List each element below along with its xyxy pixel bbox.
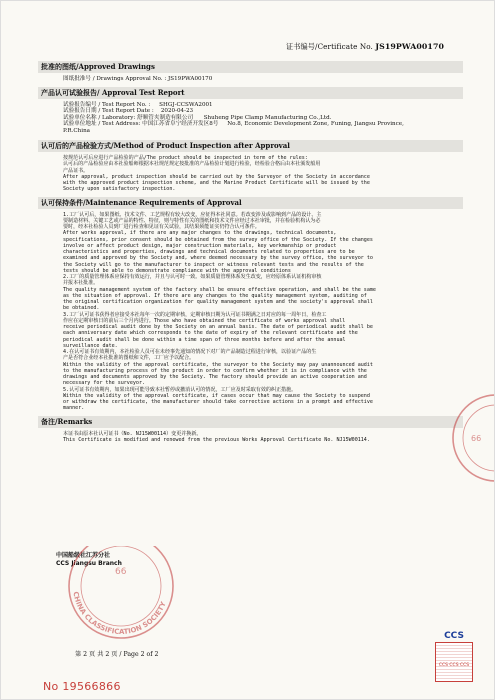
remarks-line: 本证书由原本社认可证书（No. NJ15W00114）变更并换新。 [63,430,202,437]
test-report-line: 试验报告日期 / Test Report Date : 2020-04-23 [63,108,194,114]
inspection-line: Society upon satisfactory inspection. [63,186,176,193]
ccs-hologram-text: CCS CCS CCS [438,663,470,668]
maintenance-line: 5.认可证书有效期内，如果出现可能导致本社暂停或撤消认可的情况，工厂应及时采取有效的纠正措施。 [63,386,297,393]
signature-org-cn: 中国船级社江苏分社 [56,552,111,559]
maintenance-line: examined and approved by the Society and, where deemed necessary by the survey office, the surveyor to [63,255,373,262]
ccs-hologram [435,642,473,682]
maintenance-line: tests should be able to demonstrate compliance with the approval conditions [63,267,291,274]
inspection-heading: 认可后的产品检验方式/Method of Product Inspection after Approval [38,140,463,152]
maintenance-line: Within the validity of the approval certificate, if cases occur that may cause the Society to suspend [63,392,370,399]
svg-text:CHINA CLASSIFICATION SOCIETY [71,591,168,636]
maintenance-line: the Society will go to the manufacturer to inspect or witness relevant tests and the results of the [63,261,364,268]
maintenance-line: 并报本社批准。 [63,280,99,287]
remarks-heading: 备注/Remarks [38,416,463,428]
maintenance-line: 4.在认可证书有效期内，本社检验人员可在未经事先通知的情况下对厂的产品制造过程进行审核，以验证产品的生 [63,349,317,355]
maintenance-line: specifications, prior consent should be obtained from the survey office of the Society. If the changes [63,236,373,243]
approved-drawings-heading: 批准的图纸/Approved Drawings [38,61,463,73]
maintenance-line: necessary for the surveyor. [63,380,146,387]
seal-text: CHINA CLASSIFICATION SOCIETY [71,590,168,637]
inspection-line: 产品证书。 [63,167,89,174]
signature-org-en: CCS Jiangsu Branch [56,560,122,567]
maintenance-line: each anniversary date which corresponds to the date of expiry of the relevant certificate and the [63,330,358,337]
ccs-logo [435,631,473,686]
test-report-line: 试验单位名称 / Laboratory: 舒顺管夹制造有限公司 Shuheng Pipe Clamp Manufacturing Co.,Ltd. [63,114,332,121]
seal-number: 66 [115,567,127,577]
maintenance-line: 要时，经本社检验人员到厂进行检查和见证有关试验，其结果须能证实仍符合认可条件。 [63,224,260,230]
test-report-line: 试验单位地址 / Test Address: 中国江苏省阜宁经济开发区8号 No.8, Economic Development Zone, Funing, Jiangsu Province, [63,121,404,127]
maintenance-line: the original certification organization for quality management system and the society's approval shall [63,299,373,305]
inspection-line: After approval, product inspection should be carried out by the Surveyor of the Society in accordance [63,173,370,180]
maintenance-line: 3.工厂认可证书获得者应接受本社每年一次的定期审核，定期审核日期为认可证书期满之日对应的每一周年日，检查工 [63,311,327,318]
maintenance-line: characteristics and properties, drawings and technical documents related to properties are to be [63,249,355,255]
content-area [38,61,463,601]
maintenance-line: 要制造材料、关键工艺或产品的特性、特征，则与特性有关的图纸和技术文件应经过本社审批，并在检验机构认为必 [63,217,321,224]
maintenance-line: receive periodical audit done by the Society on an annual basis. The date of periodical audit shall be [63,324,373,330]
maintenance-line: After works approval, if there are any major changes to the drawings, technical documents, [63,230,337,237]
side-seal-number: 66 [471,434,482,443]
certificate-number [286,42,444,52]
maintenance-line: 2.工厂的质量管理体系应保持有效运行，并且与认可时一致。如果质量管理体系发生改变，应经原体系认证机构审核 [63,274,322,280]
inspection-line: 认可后的产品检验应由本社验船师根据本社规范规定按批准的产品检验计划进行检验，经检验合格后由本社颁发船用 [63,161,321,168]
test-report-heading: 产品认可试验报告/ Approval Test Report [38,87,463,99]
page-indicator: 第 2 页 共 2 页 / Page 2 of 2 [75,651,159,658]
maintenance-line: 作应在定期审核日的前后三个月内进行。Those who have obtained the certificate of works approval shall [63,317,346,324]
maintenance-line: 产是否符合业经本社批准的图纸和文件，工厂应予以配合。 [63,355,195,362]
maintenance-line: The quality management system of the factory shall be ensure effective operation, and shall be the same [63,286,376,293]
cert-no-label: 证书编号/Certificate No. [285,42,373,51]
maintenance-line: Within the validity of the approval certificate, the surveyor to the Society may pay unannounced audit [63,361,373,368]
maintenance-line: surveillance date. [63,342,118,349]
test-report-line: 试验报告编号 / Test Report No. : SHGJ-CCSWA2001 [63,101,213,108]
serial-number: No 19566866 [43,680,121,693]
side-seal [439,393,495,483]
test-report-line: P.R.China [63,127,91,134]
approved-drawings-line: 图纸批准号 / Drawings Approval No. : JS19PWA00170 [63,76,213,82]
official-seal [61,546,181,641]
maintenance-line: drawings and documents approved by the Society. The factory should provide an active cooperation and [63,374,367,380]
inspection-line: with the approved product inspection scheme, and the Marine Product Certificate will be issued by the [63,180,370,186]
maintenance-line: to the manufacturing process of the product in order to confirm whether it is in compliance with the [63,367,367,374]
maintenance-line: 1.工厂认可后，如果图纸、技术文件、工艺规程有较大改变，应征得本社同意。若改变涉及或影响到产品的设计、主 [63,211,322,218]
inspection-line: 按规范认可后应进行产品检验的产品/The product should be inspected in term of the rules: [63,155,308,161]
maintenance-line: involve or affect product design, major construction materials, key workmanship or product [63,242,337,249]
remarks-line: This Certificate is modified and renewed from the previous Works Approval Certificate No. NJ15W00114. [63,436,370,443]
maintenance-line: be obtained. [63,305,100,312]
ccs-logo-text: CCS [444,631,464,641]
maintenance-heading: 认可保持条件/Maintenance Requirements of Approval [38,197,463,209]
maintenance-line: or withdraw the certificate, the manufacturer should take corrective actions in a prompt and effective [63,399,373,405]
cert-no-value: JS19PWA00170 [375,42,444,51]
maintenance-line: manner. [63,405,85,412]
maintenance-line: periodical audit shall be done within a time span of three months before and after the annual [63,336,346,343]
maintenance-line: as the situation of approval. If there are any changes to the quality management system, auditing of [63,292,367,299]
